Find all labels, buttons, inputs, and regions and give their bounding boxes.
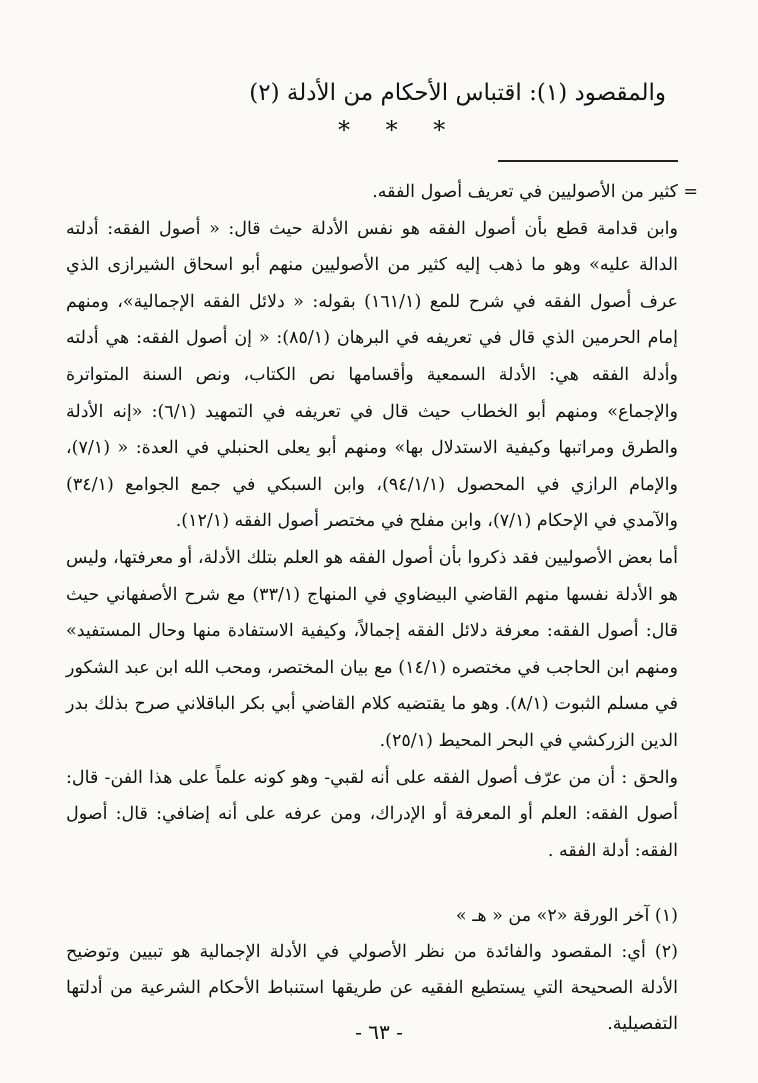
body-paragraph-3: أما بعض الأصوليين فقد ذكروا بأن أصول الفقه هو العلم بتلك الأدلة، أو معرفتها، وليس هو الأدلة نفسها منهم القاضي البيضاوي في المنهاج (٣٣/١) مع شرح الأصفهاني حيث قال: أصول الفقه: معرفة دلائل الفقه إجمالاً، وكيفية الاستفادة منها وحال المستفيد» ومنهم ابن الحاجب في مختصره (١٤/١) مع بيان المختصر، ومحب الله ابن عبد الشكور في مسلم الثبوت (٨/١). وهو ما يقتضيه كلام القاضي أبي بكر الباقلاني صرح بذلك بدر الدين الزركشي في البحر المحيط (٢٥/١). [66, 547, 678, 751]
body-paragraph-4: والحق : أن من عرّف أصول الفقه على أنه لقبي- وهو كونه علماً على هذا الفن- قال: أصول الفقه: العلم أو المعرفة أو الإدراك، ومن عرفه على أنه إضافي: قال: أصول الفقه: أدلة الفقه . [66, 767, 678, 861]
footnote-continuation [66, 174, 698, 869]
body-paragraph-1: كثير من الأصوليين في تعريف أصول الفقه. [372, 182, 678, 202]
footnote-2: (٢) أي: المقصود والفائدة من نظر الأصولي في الأدلة الإجمالية هو تبيين وتوضيح الأدلة الصحيحة التي يستطيع الفقيه عن طريقها استنباط الأحكام الشرعية من أدلتها التفصيلية. [66, 942, 678, 1034]
section-heading: والمقصود (١): اقتباس الأحكام من الأدلة (٢) [249, 80, 666, 106]
footnote-1: (١) آخر الورقة «٢» من « هـ » [455, 906, 678, 926]
body-paragraph-2: وابن قدامة قطع بأن أصول الفقه هو نفس الأدلة حيث قال: « أصول الفقه: أدلته الدالة عليه» وهو ما ذهب إليه كثير من الأصوليين منهم أبو اسحاق الشيرازى الذي عرف أصول الفقه في شرح للمع (١٦١/١) بقوله: « دلائل الفقه الإجمالية»، ومنهم إمام الحرمين الذي قال في تعريفه في البرهان (٨٥/١): « إن أصول الفقه: هي أدلته وأدلة الفقه هي: الأدلة السمعية وأقسامها نص الكتاب، ونص السنة المتواترة والإجماع» ومنهم أبو الخطاب حيث قال في تعريفه في التمهيد (٦/١): «إنه الأدلة والطرق ومراتبها وكيفية الاستدلال بها» ومنهم أبو يعلى الحنبلي في العدة: « (٧/١)، والإمام الرازي في المحصول (٩٤/١/١)، وابن السبكي في جمع الجوامع (٣٤/١) والآمدي في الإحكام (٧/١)، وابن مفلح في مختصر أصول الفقه (١٢/١). [66, 218, 678, 532]
footnote-rule [498, 160, 678, 162]
continuation-mark: = [683, 182, 698, 202]
section-separator: * * * [338, 116, 460, 144]
page-number: - ٦٣ - [355, 1020, 403, 1044]
